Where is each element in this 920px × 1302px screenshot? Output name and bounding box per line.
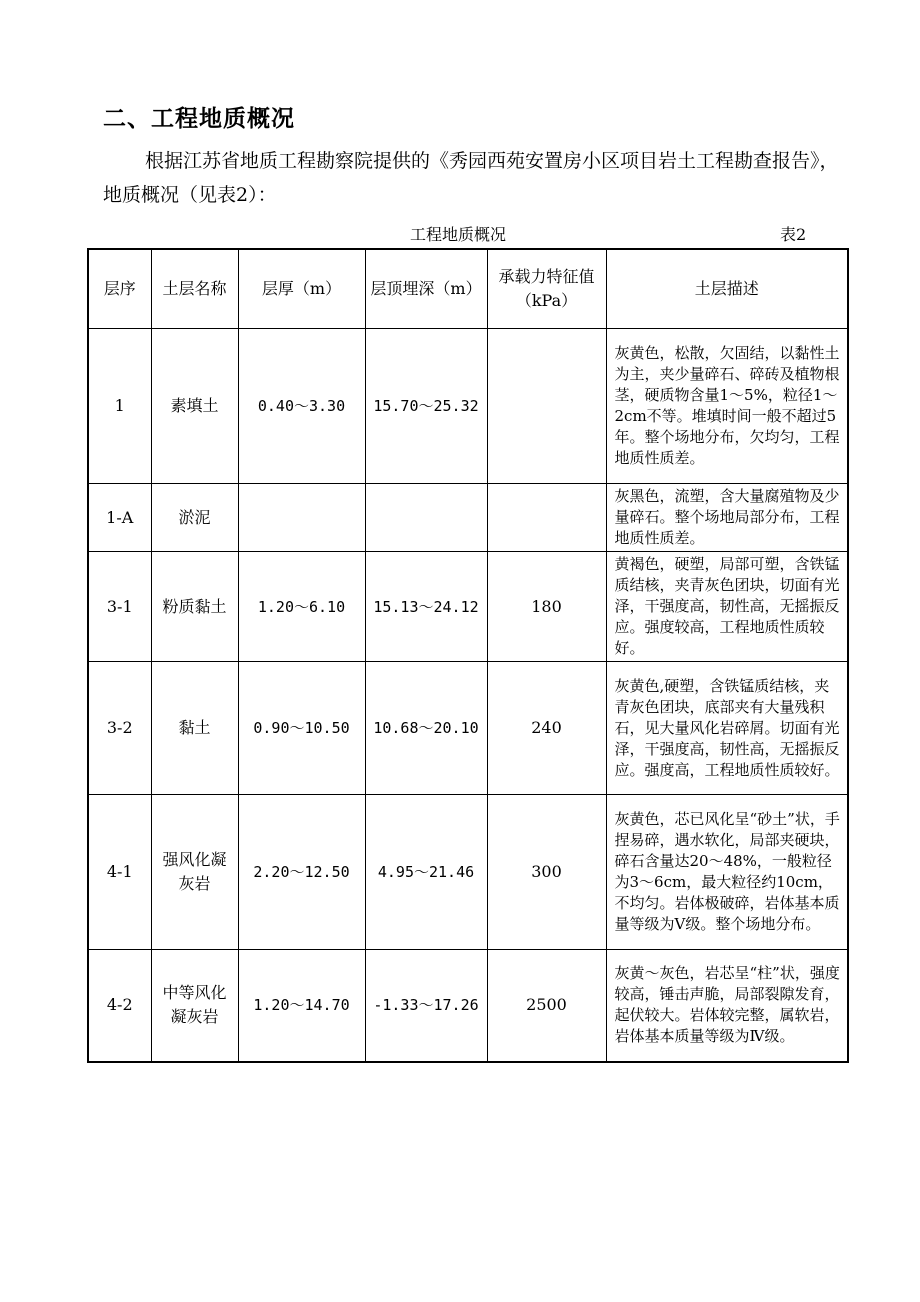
cell-seq: 3-1 bbox=[88, 552, 151, 662]
cell-thickness: 0.90～10.50 bbox=[238, 662, 365, 795]
table-title: 工程地质概况 bbox=[410, 225, 507, 244]
table-row bbox=[88, 795, 848, 950]
section-title: 二、工程地质概况 bbox=[103, 106, 295, 132]
cell-bearing: 2500 bbox=[487, 950, 606, 1062]
cell-thickness: 2.20～12.50 bbox=[238, 795, 365, 950]
cell-seq: 1-A bbox=[88, 484, 151, 552]
cell-seq: 1 bbox=[88, 329, 151, 484]
table-caption bbox=[88, 222, 848, 248]
cell-desc: 灰黄色，芯已风化呈“砂土”状，手捏易碎，遇水软化，局部夹硬块，碎石含量达20～48%，一般粒径为3～6cm，最大粒径约10cm，不均匀。岩体极破碎，岩体基本质量等级为Ⅴ级。整个场地分布。 bbox=[606, 795, 848, 950]
cell-depth: 15.13～24.12 bbox=[365, 552, 487, 662]
cell-seq: 4-2 bbox=[88, 950, 151, 1062]
intro-paragraph: 根据江苏省地质工程勘察院提供的《秀园西苑安置房小区项目岩土工程勘查报告》，地质概况（见表2）： bbox=[103, 150, 839, 206]
cell-name: 淤泥 bbox=[151, 484, 238, 552]
cell-desc: 黄褐色，硬塑，局部可塑，含铁锰质结核，夹青灰色团块，切面有光泽，干强度高，韧性高，无摇振反应。强度较高，工程地质性质较好。 bbox=[606, 552, 848, 662]
cell-thickness: 1.20～6.10 bbox=[238, 552, 365, 662]
cell-desc: 灰黄色,硬塑，含铁锰质结核，夹青灰色团块，底部夹有大量残积石，见大量风化岩碎屑。切面有光泽，干强度高，韧性高，无摇振反应。强度高，工程地质性质较好。 bbox=[606, 662, 848, 795]
header-seq: 层序 bbox=[88, 249, 151, 329]
table-row bbox=[88, 484, 848, 552]
cell-desc: 灰黄色，松散，欠固结，以黏性土为主，夹少量碎石、碎砖及植物根茎，硬质物含量1～5%，粒径1～2cm不等。堆填时间一般不超过5年。整个场地分布，欠均匀，工程地质性质差。 bbox=[606, 329, 848, 484]
cell-name: 素填土 bbox=[151, 329, 238, 484]
cell-name: 中等风化凝灰岩 bbox=[151, 950, 238, 1062]
cell-thickness bbox=[238, 484, 365, 552]
cell-desc: 灰黄～灰色，岩芯呈“柱”状，强度较高，锤击声脆，局部裂隙发育，起伏较大。岩体较完整，属软岩，岩体基本质量等级为Ⅳ级。 bbox=[606, 950, 848, 1062]
cell-depth: -1.33～17.26 bbox=[365, 950, 487, 1062]
cell-bearing: 180 bbox=[487, 552, 606, 662]
cell-name: 强风化凝灰岩 bbox=[151, 795, 238, 950]
table-header-row bbox=[88, 249, 848, 329]
header-desc: 土层描述 bbox=[606, 249, 848, 329]
header-thickness: 层厚（m） bbox=[238, 249, 365, 329]
cell-depth: 15.70～25.32 bbox=[365, 329, 487, 484]
cell-desc: 灰黑色，流塑，含大量腐殖物及少量碎石。整个场地局部分布，工程地质性质差。 bbox=[606, 484, 848, 552]
cell-thickness: 0.40～3.30 bbox=[238, 329, 365, 484]
table-row bbox=[88, 552, 848, 662]
cell-bearing: 300 bbox=[487, 795, 606, 950]
table-row bbox=[88, 662, 848, 795]
cell-name: 黏土 bbox=[151, 662, 238, 795]
header-depth: 层顶埋深（m） bbox=[365, 249, 487, 329]
geology-table bbox=[87, 248, 849, 1063]
cell-depth: 10.68～20.10 bbox=[365, 662, 487, 795]
cell-seq: 3-2 bbox=[88, 662, 151, 795]
cell-depth bbox=[365, 484, 487, 552]
cell-thickness: 1.20～14.70 bbox=[238, 950, 365, 1062]
table-number: 表2 bbox=[780, 225, 807, 244]
cell-name: 粉质黏土 bbox=[151, 552, 238, 662]
cell-depth: 4.95～21.46 bbox=[365, 795, 487, 950]
cell-bearing: 240 bbox=[487, 662, 606, 795]
table-row bbox=[88, 950, 848, 1062]
cell-seq: 4-1 bbox=[88, 795, 151, 950]
header-bearing: 承载力特征值（kPa） bbox=[487, 249, 606, 329]
cell-bearing bbox=[487, 329, 606, 484]
table-row bbox=[88, 329, 848, 484]
header-name: 土层名称 bbox=[151, 249, 238, 329]
cell-bearing bbox=[487, 484, 606, 552]
